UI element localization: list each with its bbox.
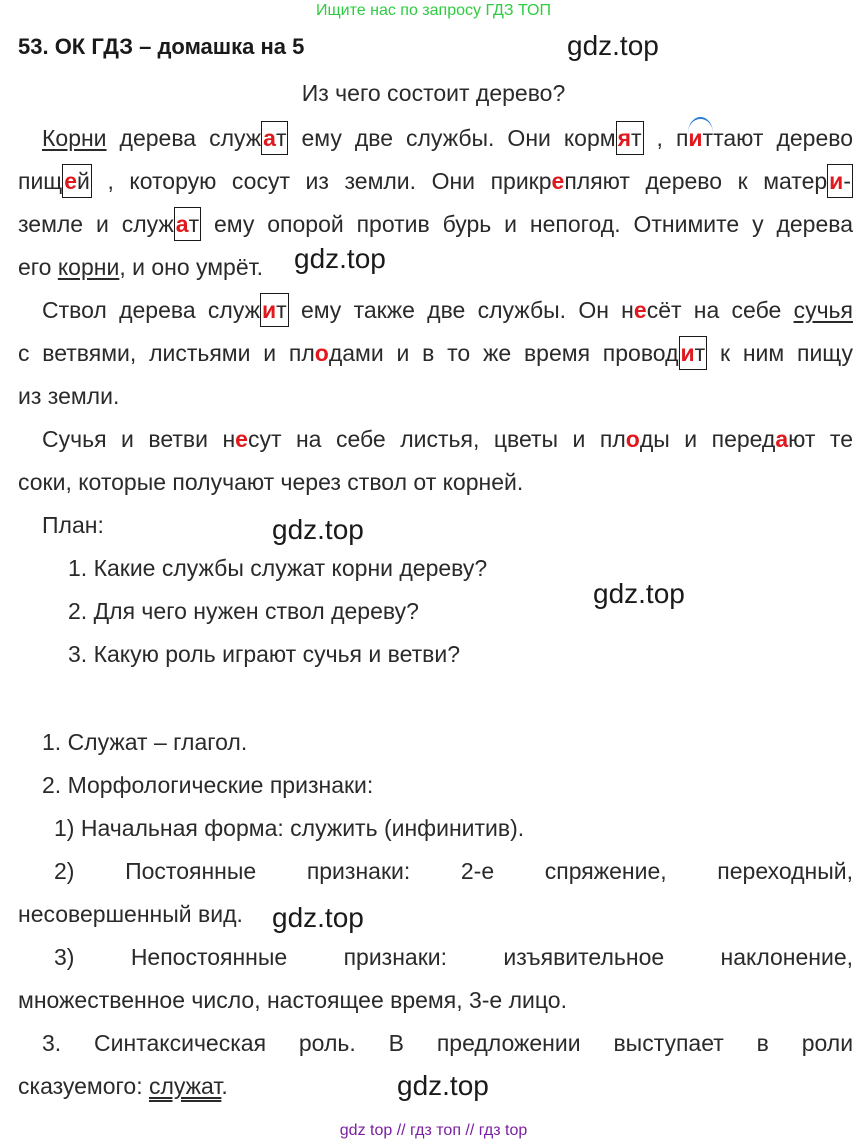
paragraph-1-line-4: его корни, и оно умрёт. xyxy=(18,254,264,280)
analysis-syntax-role-cont: сказуемого: служат. xyxy=(18,1073,228,1099)
watermark: gdz.top xyxy=(272,902,364,933)
plan-item-1: 1. Какие службы служат корни дереву? xyxy=(68,555,488,581)
plan-item-2: 2. Для чего нужен ствол дереву? xyxy=(68,598,419,624)
analysis-constant-features: 2) Постоянные признаки: 2-е спряжение, переходный, xyxy=(54,858,854,884)
watermark: gdz.top xyxy=(272,514,364,545)
paragraph-1-line-1: Корни дерева служат ему две службы. Они кормят , питтают дерево xyxy=(42,123,853,155)
paragraph-2-line-2: с ветвями, листьями и плодами и в то же время проводит к ним пищу xyxy=(18,338,853,370)
paragraph-2-line-3: из земли. xyxy=(18,383,120,409)
analysis-variable-features-cont: множественное число, настоящее время, 3-е лицо. xyxy=(18,987,567,1013)
analysis-syntax-role: 3. Синтаксическая роль. В предложении выступает в роли xyxy=(42,1030,854,1056)
analysis-morph-heading: 2. Морфологические признаки: xyxy=(42,772,374,798)
paragraph-2-line-1: Ствол дерева служит ему также две службы. Он несёт на себе сучья xyxy=(42,295,853,327)
footer-links[interactable]: gdz top // гдз топ // гдз top xyxy=(339,1122,528,1139)
plan-item-3: 3. Какую роль играют сучья и ветви? xyxy=(68,641,461,667)
paragraph-3-line-1: Сучья и ветви несут на себе листья, цветы и плоды и передают те xyxy=(42,426,853,452)
analysis-initial-form: 1) Начальная форма: служить (инфинитив). xyxy=(54,815,525,841)
analysis-constant-features-cont: несовершенный вид. xyxy=(18,901,243,927)
plan-label: План: xyxy=(42,512,104,538)
watermark: gdz.top xyxy=(567,30,659,61)
watermark: gdz.top xyxy=(397,1070,489,1101)
text-heading: Из чего состоит дерево? xyxy=(301,80,566,106)
search-banner[interactable]: Ищите нас по запросу ГДЗ ТОП xyxy=(316,2,551,19)
page-title: 53. ОК ГДЗ – домашка на 5 xyxy=(18,34,305,59)
analysis-variable-features: 3) Непостоянные признаки: изъявительное наклонение, xyxy=(54,944,854,970)
paragraph-1-line-3: земле и служат ему опорой против бурь и непогод. Отнимите у дерева xyxy=(18,209,853,241)
analysis-part-of-speech: 1. Служат – глагол. xyxy=(42,729,248,755)
watermark: gdz.top xyxy=(294,243,386,274)
watermark: gdz.top xyxy=(593,578,685,609)
paragraph-3-line-2: соки, которые получают через ствол от корней. xyxy=(18,469,524,495)
paragraph-1-line-2: пищей , которую сосут из земли. Они прикрепляют дерево к матери- xyxy=(18,166,853,198)
